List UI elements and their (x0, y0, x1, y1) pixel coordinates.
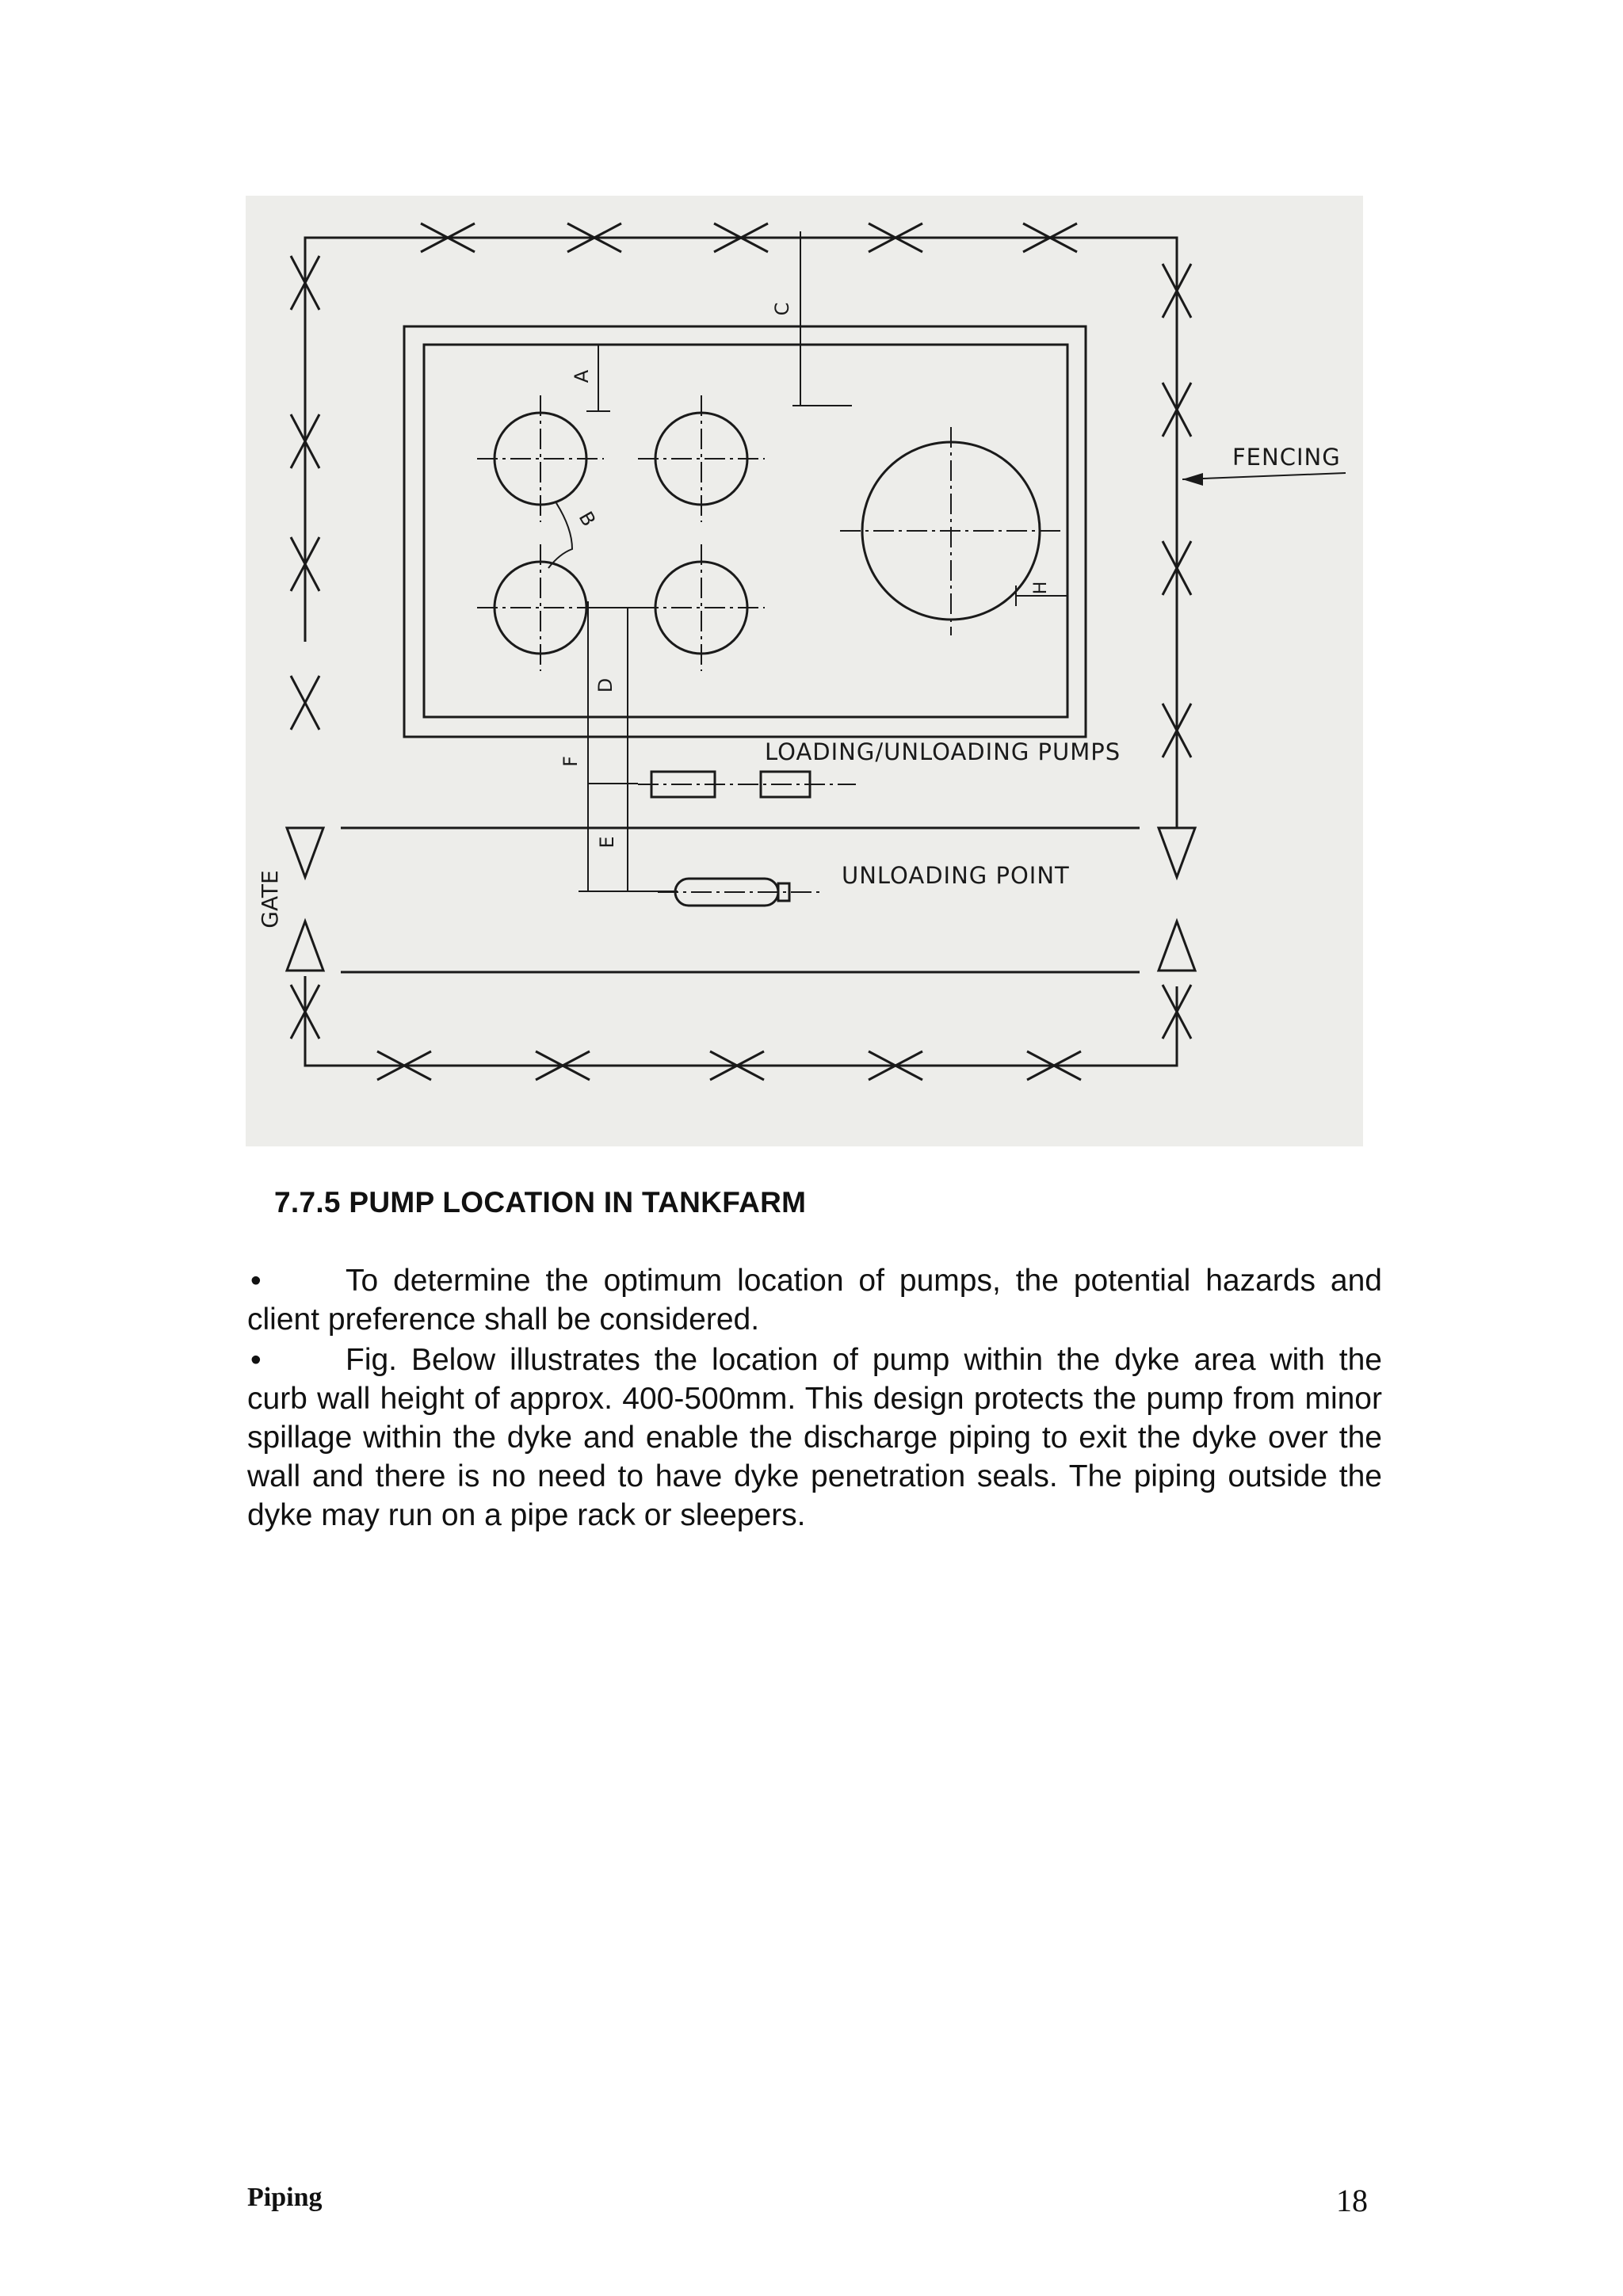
tankfarm-layout-figure (246, 196, 1363, 1146)
gate (257, 828, 1195, 971)
gate-label: GATE (257, 870, 283, 929)
dimension-a (571, 345, 610, 411)
footer-title: Piping (247, 2183, 323, 2212)
bullet-symbol: • (250, 1264, 262, 1298)
pumps-label: LOADING/UNLOADING PUMPS (765, 738, 1121, 765)
bullet-symbol: • (250, 1343, 262, 1377)
fence (291, 223, 1191, 1080)
unloading-point-label: UNLOADING POINT (842, 862, 1070, 889)
section-title: 7.7.5 PUMP LOCATION IN TANKFARM (274, 1186, 807, 1219)
svg-text:E: E (596, 836, 618, 849)
dimension-d-f-e (559, 601, 678, 891)
bullet-rest-text: curb wall height of approx. 400-500mm. This design protects the pump from minor spillage within the dyke and enable the discharge piping to exit the dyke over the wall and there is no need to have dyke penetration seals. The piping outside the dyke may run on a pipe rack or sleepers. (247, 1382, 1382, 1532)
svg-text:B: B (574, 507, 601, 531)
bullet-item (247, 1341, 1382, 1535)
dimension-h (1016, 582, 1067, 606)
page-number: 18 (1336, 2183, 1368, 2218)
tankfarm-drawing (246, 196, 1363, 1146)
bullet-item (247, 1261, 1382, 1339)
svg-text:C: C (771, 302, 793, 316)
loading-unloading-pumps (638, 738, 1121, 797)
large-tank (840, 427, 1062, 635)
svg-text:H: H (1031, 581, 1051, 595)
bullet-lead-text: To determine the optimum location of pumps, the potential hazards (346, 1264, 1316, 1298)
unloading-point (658, 862, 1070, 906)
svg-text:F: F (559, 756, 582, 767)
dimension-b (548, 503, 600, 568)
dyke-inner-wall (424, 345, 1067, 717)
fencing-callout (1182, 444, 1346, 486)
bullet-lead-text: Fig. Below illustrates the location of pump within the dyke area with the (346, 1343, 1382, 1377)
svg-text:A: A (571, 369, 593, 383)
small-tanks (477, 395, 765, 671)
bullet-rest-text: and client preference shall be considered. (247, 1264, 1382, 1337)
dimension-c (771, 231, 852, 406)
svg-text:D: D (594, 677, 617, 693)
fencing-label: FENCING (1232, 444, 1341, 471)
